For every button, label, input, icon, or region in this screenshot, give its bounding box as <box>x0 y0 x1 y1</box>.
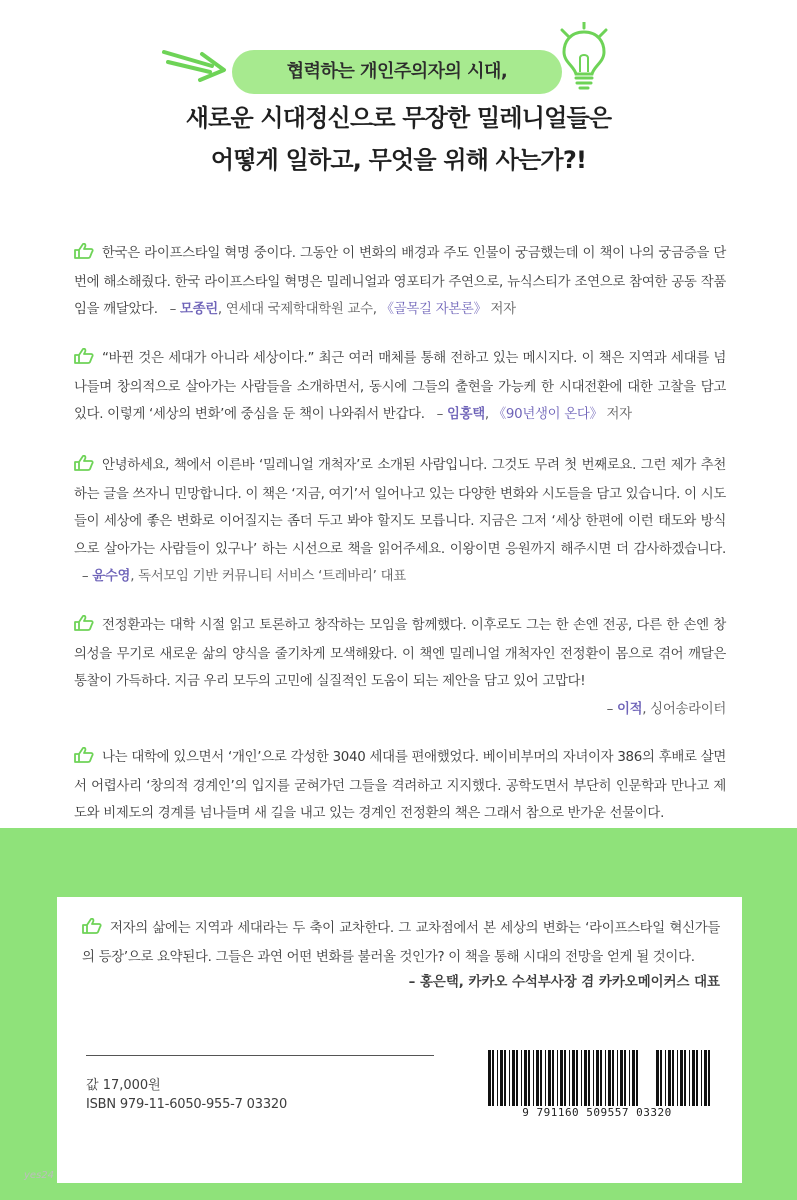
barcode-bar <box>492 1050 494 1106</box>
tagline-badge <box>232 50 562 94</box>
divider <box>86 1055 434 1056</box>
featured-quote-text: 저자의 삶에는 지역과 세대라는 두 축이 교차한다. 그 교차점에서 본 세상의 변화는 ‘라이프스타일 혁신가들의 등장’으로 요약된다. 그들은 과연 어떤 변화를 불러올 것인가? 이 책을 통해 시대의 전망을 얻게 될 것이다. <box>82 921 720 965</box>
quote-text: 한국은 라이프스타일 혁명 중이다. 그동안 이 변화의 배경과 주도 인물이 궁금했는데 이 책이 나의 궁금증을 단번에 해소해줬다. 한국 라이프스타일 혁명은 밀레니얼과 영포티가 주연으로, 뉴식스티가 조연으로 참여한 공동 작품임을 깨달았다. <box>74 246 726 318</box>
thumbs-up-icon <box>74 454 94 481</box>
barcode-bar <box>500 1050 503 1106</box>
quote-text: 안녕하세요, 책에서 이른바 ‘밀레니얼 개척자’로 소개된 사람입니다. 그것도 무려 첫 번째로요. 그런 제가 추천하는 글을 쓰자니 민망합니다. 이 책은 ‘지금, 여기’서 일어나고 있는 다양한 변화와 시도들을 담고 있습니다. 이 시도들이 세상에 좋은 변화로 이어질지는 좀더 두고 봐야 할지도 모릅니다. 지금은 그저 ‘세상 한편에 이런 태도와 방식으로 살아가는 사람들이 있구나’ 하는 시선으로 책을 읽어주세요. 이왕이면 응원까지 해주시면 더 감사하겠습니다. <box>74 458 726 557</box>
barcode-bar <box>593 1050 594 1106</box>
endorser-name: 이적 <box>616 701 643 717</box>
quote-text: 전정환과는 대학 시절 읽고 토론하고 창작하는 모임을 함께했다. 이후로도 그는 한 손엔 전공, 다른 한 손엔 창의성을 무기로 새로운 삶의 양식을 줄기차게 모색해왔다. 이 책엔 밀레니얼 개척자인 전정환이 몸으로 겪어 깨달은 통찰이 가득하다. 지금 우리 모두의 고민에 실질적인 도움이 되는 제안을 담고 있어 고맙다! <box>74 618 726 690</box>
barcode-bar <box>620 1050 623 1106</box>
barcode-bar <box>512 1050 515 1106</box>
barcode-bar <box>708 1050 710 1106</box>
thumbs-up-icon <box>74 746 94 773</box>
barcode-bar <box>572 1050 575 1106</box>
barcode-bar <box>600 1050 602 1106</box>
barcode-bar <box>704 1050 707 1106</box>
quote-attribution: – 임홍택, 《90년생이 온다》 저자 <box>436 407 632 423</box>
endorsement-quote <box>74 612 726 723</box>
barcode-bar <box>668 1050 671 1106</box>
barcode-bar <box>588 1050 590 1106</box>
barcode-bar <box>660 1050 662 1106</box>
barcode-bar <box>665 1050 666 1106</box>
barcode-bar <box>560 1050 563 1106</box>
quote-attribution: – 모종린, 연세대 국제학대학원 교수, 《골목길 자본론》 저자 <box>169 302 516 318</box>
barcode-bar <box>656 1050 659 1106</box>
headline-line-2: 어떻게 일하고, 무엇을 위해 사는가?! <box>210 146 587 174</box>
price-label: 값 17,000원 <box>86 1078 161 1093</box>
barcode-bar <box>536 1050 539 1106</box>
barcode-bar <box>576 1050 578 1106</box>
barcode-bar <box>545 1050 546 1106</box>
barcode-bar <box>509 1050 510 1106</box>
tagline-text: 협력하는 개인주의자의 시대, <box>286 61 508 82</box>
thumbs-up-icon <box>74 347 94 374</box>
barcode-bar <box>636 1050 638 1106</box>
thumbs-up-icon <box>82 918 102 945</box>
barcode-bar <box>584 1050 587 1106</box>
barcode-bar <box>701 1050 702 1106</box>
barcode-bar <box>540 1050 542 1106</box>
barcode-bar <box>680 1050 683 1106</box>
barcode-bar <box>564 1050 566 1106</box>
isbn-label: ISBN 979-11-6050-955-7 03320 <box>86 1097 288 1112</box>
barcode-bar <box>533 1050 534 1106</box>
barcode-bar <box>581 1050 582 1106</box>
barcode-bar <box>528 1050 530 1106</box>
barcode-bar <box>629 1050 630 1106</box>
barcode-number: 9 791160 509557 03320 <box>522 1106 672 1119</box>
isbn-barcode <box>478 1046 716 1140</box>
endorser-name: 임홍택 <box>446 407 485 423</box>
barcode-bar <box>596 1050 599 1106</box>
endorser-book: 《90년생이 온다》 <box>492 407 603 423</box>
barcode-bar <box>552 1050 554 1106</box>
endorsement-quote <box>74 240 726 324</box>
endorsement-quote <box>74 345 726 429</box>
barcode-bar <box>524 1050 527 1106</box>
barcode-bar <box>548 1050 551 1106</box>
thumbs-up-icon <box>74 614 94 641</box>
barcode-bar <box>677 1050 678 1106</box>
barcode-bar <box>521 1050 522 1106</box>
barcode-bar <box>497 1050 498 1106</box>
barcode-bar <box>689 1050 690 1106</box>
headline-line-1: 새로운 시대정신으로 무장한 밀레니얼들은 <box>185 104 612 132</box>
barcode-bar <box>617 1050 618 1106</box>
barcode-bar <box>557 1050 558 1106</box>
barcode-bar <box>696 1050 698 1106</box>
watermark: yes24 <box>24 1170 55 1181</box>
barcode-bar <box>504 1050 506 1106</box>
barcode-bar <box>684 1050 686 1106</box>
barcode-bar <box>569 1050 570 1106</box>
arrow-icon <box>160 44 240 84</box>
featured-quote <box>82 916 720 971</box>
endorsement-quote <box>74 452 726 590</box>
quote-text: 나는 대학에 있으면서 ‘개인’으로 각성한 3040 세대를 편애했었다. 베이비부머의 자녀이자 386의 후배로 살면서 어렵사리 ‘창의적 경계인’의 입지를 굳혀가던 그들을 격려하고 지지했다. 공학도면서 부단히 인문학과 만나고 제도와 비제도의 경계를 넘나들며 새 길을 내고 있는 경계인 전정환의 책은 그래서 참으로 반가운 선물이다. <box>74 750 726 822</box>
featured-quote-attribution: – 홍은택, 카카오 수석부사장 겸 카카오메이커스 대표 <box>408 975 720 990</box>
barcode-bar <box>612 1050 614 1106</box>
endorser-name: 모종린 <box>179 302 218 318</box>
lightbulb-icon <box>556 22 612 92</box>
barcode-bar <box>672 1050 674 1106</box>
barcode-bar <box>488 1050 491 1106</box>
barcode-bar <box>624 1050 626 1106</box>
barcode-bar <box>692 1050 695 1106</box>
endorser-book: 《골목길 자본론》 <box>380 302 487 318</box>
quote-text: “바뀐 것은 세대가 아니라 세상이다.” 최근 여러 매체를 통해 전하고 있는 메시지다. 이 책은 지역과 세대를 넘나들며 창의적으로 살아가는 사람들을 소개하면서, 동시에 그들의 출현을 가능케 한 시대전환에 대한 고찰을 담고 있다. 이렇게 ‘세상의 변화’에 중심을 둔 책이 나와줘서 반갑다. <box>74 351 726 423</box>
barcode-bar <box>632 1050 635 1106</box>
barcode-bar <box>605 1050 606 1106</box>
barcode-bar <box>516 1050 518 1106</box>
quote-attribution: – 윤수영, 독서모임 기반 커뮤니티 서비스 ‘트레바리’ 대표 <box>81 568 406 584</box>
endorser-name: 윤수영 <box>92 568 131 584</box>
quote-attribution: – 이적, 싱어송라이터 <box>606 701 726 717</box>
barcode-bar <box>608 1050 611 1106</box>
thumbs-up-icon <box>74 242 94 269</box>
